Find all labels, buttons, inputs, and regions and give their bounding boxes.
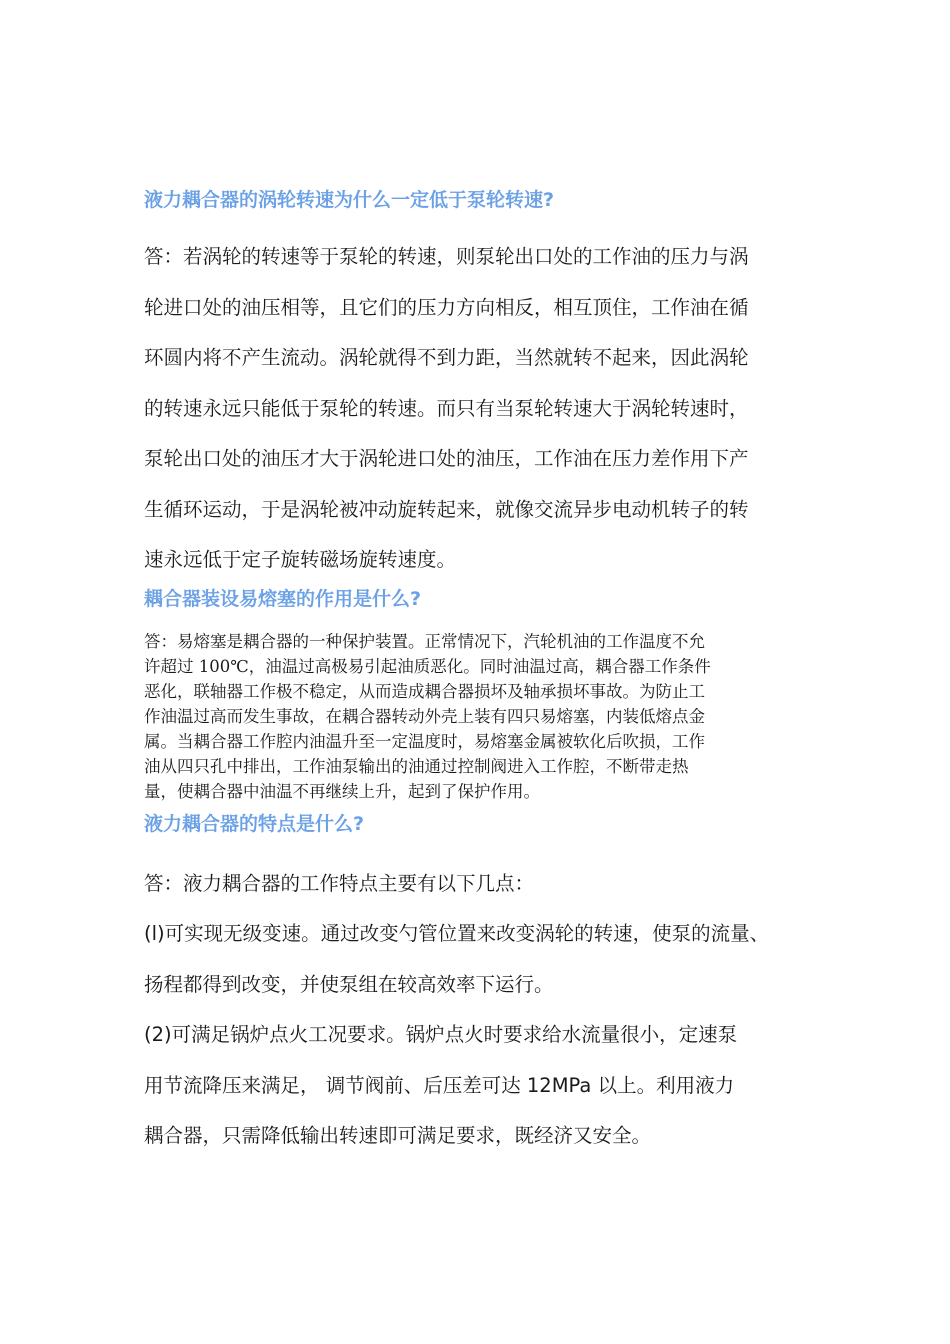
answer-fusible-plug bbox=[144, 629, 834, 804]
question-heading-coupling-features: 液力耦合器的特点是什么? bbox=[144, 812, 365, 835]
answer-turbine-speed bbox=[144, 232, 834, 586]
answer-line: 属。当耦合器工作腔内油温升至一定温度时，易熔塞金属被软化后吹损，工作 bbox=[144, 731, 705, 751]
answer-line: 油从四只孔中排出，工作油泵输出的油通过控制阀进入工作腔，不断带走热 bbox=[144, 756, 689, 776]
question-heading-fusible-plug: 耦合器装设易熔塞的作用是什么? bbox=[144, 587, 422, 610]
answer-line: 泵轮出口处的油压才大于涡轮进口处的油压，工作油在压力差作用下产 bbox=[144, 447, 749, 470]
answer-line: (l)可实现无级变速。通过改变勺管位置来改变涡轮的转速，使泵的流量、 bbox=[144, 922, 770, 945]
answer-line: 速永远低于定子旋转磁场旋转速度。 bbox=[144, 548, 457, 571]
answer-coupling-features bbox=[144, 859, 834, 1162]
answer-line: 扬程都得到改变，并使泵组在较高效率下运行。 bbox=[144, 972, 554, 996]
question-heading-turbine-speed: 液力耦合器的涡轮转速为什么一定低于泵轮转速? bbox=[144, 189, 555, 211]
answer-line: 许超过 100℃，油温过高极易引起油质恶化。同时油温过高，耦合器工作条件 bbox=[144, 656, 711, 676]
answer-line: 答：若涡轮的转速等于泵轮的转速，则泵轮出口处的工作油的压力与涡 bbox=[144, 245, 749, 268]
answer-line: 环圆内将不产生流动。涡轮就得不到力距，当然就转不起来，因此涡轮 bbox=[144, 346, 749, 369]
answer-line: 耦合器，只需降低输出转速即可满足要求，既经济又安全。 bbox=[144, 1124, 652, 1147]
answer-line: 用节流降压来满足， 调节阀前、后压差可达 12MPa 以上。利用液力 bbox=[144, 1073, 735, 1097]
answer-line: 量，使耦合器中油温不再继续上升，起到了保护作用。 bbox=[144, 781, 540, 801]
answer-line: 生循环运动，于是涡轮被冲动旋转起来，就像交流异步电动机转子的转 bbox=[144, 497, 749, 521]
answer-line: 恶化，联轴器工作极不稳定，从而造成耦合器损坏及轴承损坏事故。为防止工 bbox=[144, 681, 705, 701]
answer-line: 轮进口处的油压相等，且它们的压力方向相反，相互顶住，工作油在循 bbox=[144, 295, 749, 319]
answer-line: 答：液力耦合器的工作特点主要有以下几点： bbox=[144, 871, 535, 895]
answer-line: 作油温过高而发生事故，在耦合器转动外壳上装有四只易熔塞，内装低熔点金 bbox=[144, 706, 705, 726]
answer-line: (2)可满足锅炉点火工况要求。锅炉点火时要求给水流量很小，定速泵 bbox=[144, 1023, 738, 1046]
document-content bbox=[144, 184, 834, 1162]
answer-line: 的转速永远只能低于泵轮的转速。而只有当泵轮转速大于涡轮转速时， bbox=[144, 396, 749, 420]
answer-line: 答：易熔塞是耦合器的一种保护装置。正常情况下，汽轮机油的工作温度不允 bbox=[144, 631, 705, 651]
